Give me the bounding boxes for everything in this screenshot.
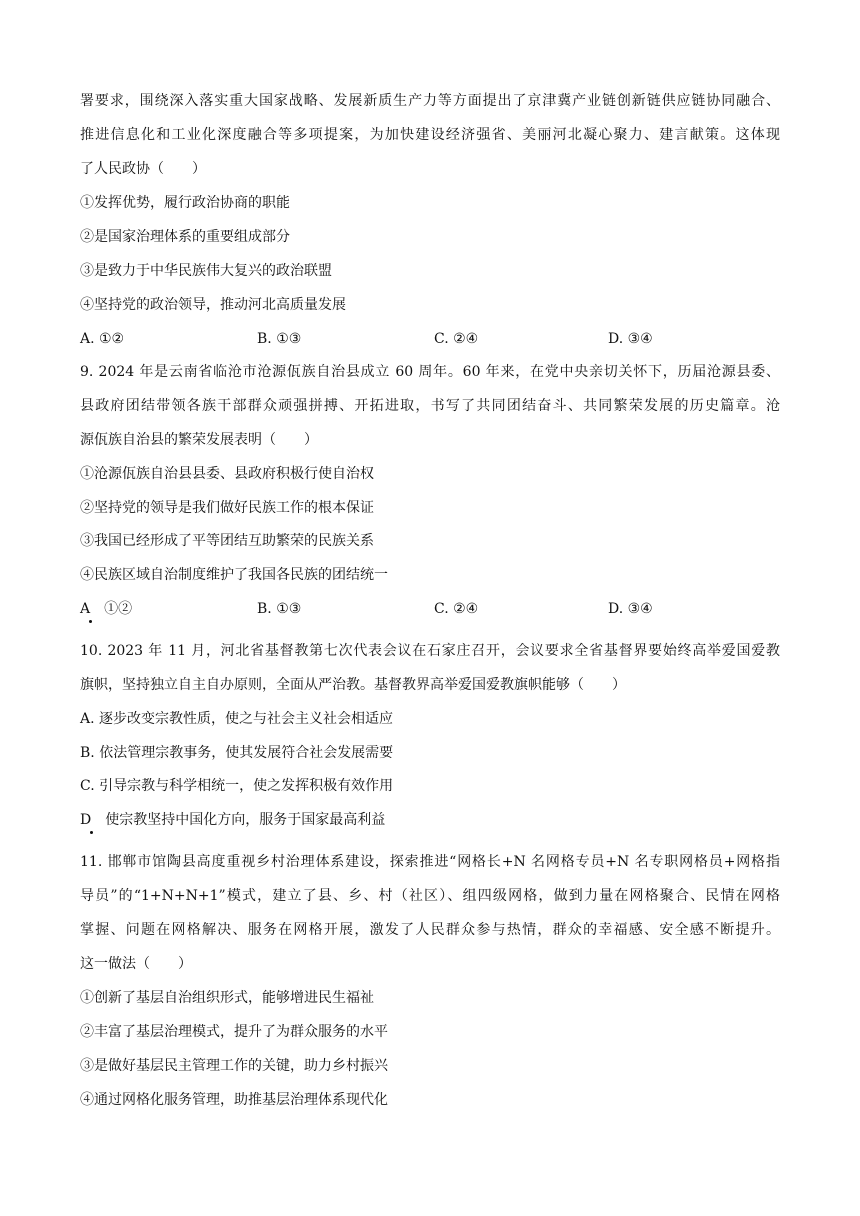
question-10-stem-line-1: 10. 2023 年 11 月，河北省基督教第七次代表会议在石家庄召开，会议要求全省基督界要始终高举爱国爱教	[80, 643, 780, 659]
question-10-stem-line-2: 旗帜，坚持独立自主自办原则，全面从严治教。基督教界高举爱国爱教旗帜能够（ ）	[80, 677, 626, 693]
question-9-option-b: B. ①③	[257, 601, 302, 617]
question-9-item-1: ①沧源佤族自治县县委、县政府积极行使自治权	[80, 466, 374, 482]
question-11-item-3: ③是做好基层民主管理工作的关键，助力乡村振兴	[80, 1058, 388, 1074]
question-9-stem-line-2: 县政府团结带领各族干部群众顽强拼搏、开拓进取，书写了共同团结奋斗、共同繁荣发展的历史篇章。沧	[80, 398, 780, 414]
question-8-option-a: A. ①②	[80, 331, 125, 347]
question-9-stem-line-3: 源佤族自治县的繁荣发展表明（ ）	[80, 432, 318, 448]
question-11-stem-line-2: 导员”的“1+N+N+1”模式，建立了县、乡、村（社区）、组四级网格，做到力量在网格聚合、民情在网格	[80, 888, 780, 904]
question-8-stem-line-2: 推进信息化和工业化深度融合等多项提案，为加快建设经济强省、美丽河北凝心聚力、建言献策。这体现	[80, 127, 780, 143]
emphasis-dot	[89, 620, 92, 623]
question-9-stem-line-1: 9. 2024 年是云南省临沧市沧源佤族自治县成立 60 周年。60 年来，在党中央亲切关怀下，历届沧源县委、	[80, 364, 780, 380]
question-9-item-4: ④民族区域自治制度维护了我国各民族的团结统一	[80, 567, 388, 583]
question-8-item-3: ③是致力于中华民族伟大复兴的政治联盟	[80, 263, 332, 279]
question-8-item-1: ①发挥优势，履行政治协商的职能	[80, 195, 290, 211]
question-8-option-b: B. ①③	[257, 331, 302, 347]
question-11-stem-line-4: 这一做法（ ）	[80, 956, 192, 972]
question-8-stem-line-1: 署要求，围绕深入落实重大国家战略、发展新质生产力等方面提出了京津冀产业链创新链供应链协同融合、	[80, 93, 780, 109]
question-9-option-d: D. ③④	[608, 601, 653, 617]
question-8-option-c: C. ②④	[434, 331, 479, 347]
question-11-item-4: ④通过网格化服务管理，助推基层治理体系现代化	[80, 1092, 388, 1108]
question-11-item-1: ①创新了基层自治组织形式，能够增进民生福祉	[80, 990, 374, 1006]
question-10-option-d: D 使宗教坚持中国化方向，服务于国家最高利益	[80, 812, 386, 828]
question-11-stem-line-1: 11. 邯郸市馆陶县高度重视乡村治理体系建设，探索推进“网格长+N 名网格专员+N 名专职网格员+网格指	[80, 854, 780, 870]
question-10-option-c: C. 引导宗教与科学相统一，使之发挥积极有效作用	[80, 778, 394, 794]
emphasis-dot	[90, 831, 93, 834]
question-11-item-2: ②丰富了基层治理模式，提升了为群众服务的水平	[80, 1024, 388, 1040]
question-9-item-3: ③我国已经形成了平等团结互助繁荣的民族关系	[80, 533, 374, 549]
question-9-option-c: C. ②④	[434, 601, 479, 617]
question-8-item-2: ②是国家治理体系的重要组成部分	[80, 229, 290, 245]
question-11-stem-line-3: 掌握、问题在网格解决、服务在网格开展，激发了人民群众参与热情，群众的幸福感、安全感不断提升。	[80, 922, 780, 938]
question-8-item-4: ④坚持党的政治领导，推动河北高质量发展	[80, 297, 346, 313]
question-8-stem-line-3: 了人民政协（ ）	[80, 161, 206, 177]
question-9-item-2: ②坚持党的领导是我们做好民族工作的根本保证	[80, 500, 374, 516]
question-10-option-a: A. 逐步改变宗教性质，使之与社会主义社会相适应	[80, 711, 394, 727]
question-9-option-a: A ①②	[80, 601, 133, 617]
question-10-option-b: B. 依法管理宗教事务，使其发展符合社会发展需要	[80, 745, 394, 761]
question-8-option-d: D. ③④	[608, 331, 653, 347]
